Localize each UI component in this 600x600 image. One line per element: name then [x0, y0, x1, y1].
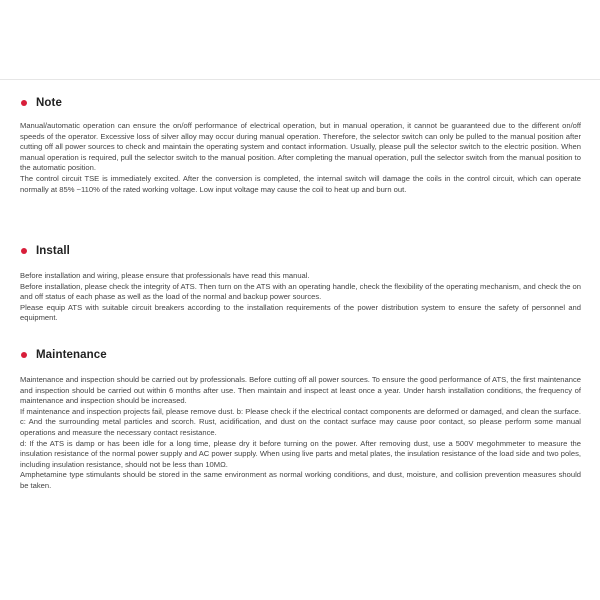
section-maintenance: [20, 347, 581, 492]
section-title: Note: [36, 97, 62, 109]
section-body: [20, 375, 581, 492]
section-install: [20, 243, 581, 324]
red-dot-icon: [21, 100, 27, 106]
section-heading: [20, 243, 581, 259]
section-body: [20, 271, 581, 324]
paragraph: Before installation and wiring, please ensure that professionals have read this manual.: [20, 271, 310, 280]
paragraph: d: If the ATS is damp or has been idle for a long time, please dry it before turning on the power. After removing dust, use a 500V megohmmeter to measure the insulation resistance of the normal power supply and AC power supply. When using live parts and metal plates, the insulation resistance of the load side and two poles, including insulation resistance, should not be less than 10MΩ.: [20, 438, 581, 469]
section-note: [20, 95, 581, 195]
red-dot-icon: [21, 352, 27, 358]
section-title: Install: [36, 245, 70, 257]
section-heading: [20, 347, 581, 363]
section-title: Maintenance: [36, 349, 107, 361]
paragraph: Please equip ATS with suitable circuit breakers according to the installation requirements of the power distribution system to ensure the safety of personnel and equipment.: [20, 302, 581, 323]
paragraph: Maintenance and inspection should be carried out by professionals. Before cutting off all power sources. To ensure the good performance of ATS, the first maintenance and inspection should be carried out within 6 months after use. Then maintain and inspect at least once a year. Under harsh installation conditions, the frequency of maintenance and inspection should be increased.: [20, 375, 581, 406]
section-heading: [20, 95, 581, 111]
paragraph: Manual/automatic operation can ensure the on/off performance of electrical operation, but in manual operation, it cannot be guaranteed due to the different on/off speeds of the operator. Excessive loss of silver alloy may occur during manual operation. Therefore, the selector switch can only be pulled to the manual position after cutting off all power sources to check and maintain the operating system and contact information. Usually, please pull the selector switch to the electric position. When manual operation is required, pull the selector switch to the manual position. After completing the manual operation, pull the selector switch from the manual position to the automatic position.: [20, 121, 581, 173]
section-body: [20, 121, 581, 195]
paragraph: If maintenance and inspection projects fail, please remove dust. b: Please check if the electrical contact components are deformed or damaged, and clean the surface. c: And the surrounding metal particles and scorch. Rust, acidification, and dust on the contact surface may cause poor contact, so please perform some manual operations and measure the necessary contact resistance.: [20, 406, 581, 437]
paragraph: Before installation, please check the integrity of ATS. Then turn on the ATS with an operating handle, check the flexibility of the operating mechanism, and check the on and off status of each phase as well as the load of the normal and backup power sources.: [20, 281, 581, 302]
paragraph: Amphetamine type stimulants should be stored in the same environment as normal working conditions, and dust, moisture, and collision prevention measures should be taken.: [20, 470, 581, 490]
paragraph: The control circuit TSE is immediately excited. After the conversion is completed, the internal switch will damage the coils in the control circuit, which can operate normally at 85% ~110% of the rated working voltage. Low input voltage may cause the coil to heat up and burn out.: [20, 173, 581, 194]
top-divider: [0, 79, 600, 80]
red-dot-icon: [21, 248, 27, 254]
